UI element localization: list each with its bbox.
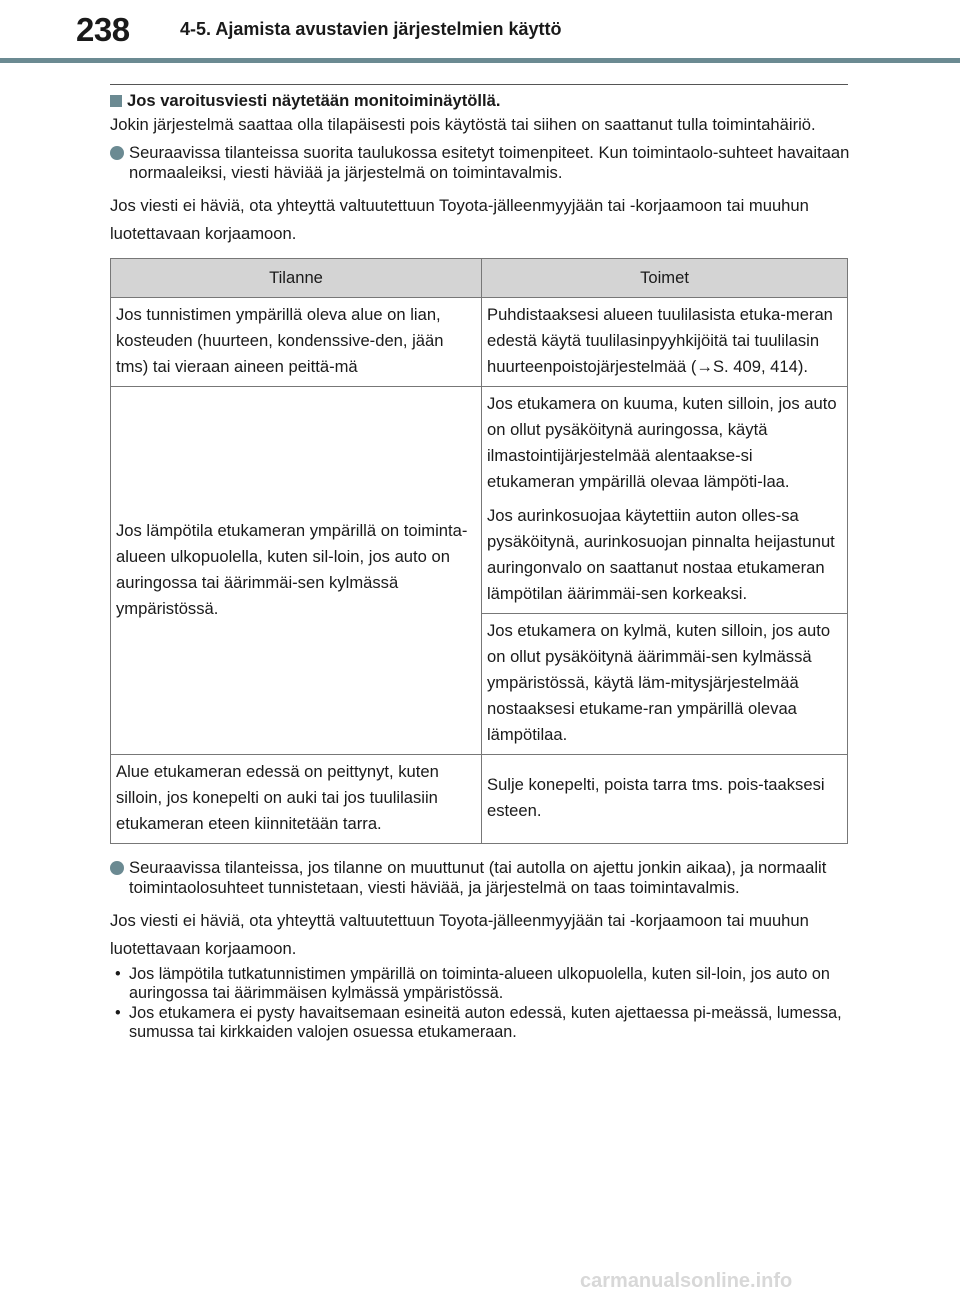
contact-paragraph-2: Jos viesti ei häviä, ota yhteyttä valtuutettuun Toyota-jälleenmyyjään tai -korjaamoon tai muuhun luotettavaan korjaamoon. [110, 911, 809, 958]
square-bullet-icon [110, 95, 122, 107]
table-cell-action [482, 387, 848, 614]
arrow-icon: → [696, 357, 713, 376]
table-cell-action: Sulje konepelti, poista tarra tms. pois-taaksesi esteen. [482, 755, 848, 844]
notes-list [110, 965, 850, 1042]
list-item: • Jos lämpötila tutkatunnistimen ympärillä on toiminta-alueen ulkopuolella, kuten sil-loin, jos auto on auringossa tai äärimmäisen kylmässä ympäristössä. [110, 965, 850, 1003]
table-cell-action: Puhdistaaksesi alueen tuulilasista etuka-meran edestä käytä tuulilasinpyyhkijöitä tai tuulilasin huurteenpoistojärjestelmää (→S. 409, 414). [482, 298, 848, 387]
bullet-paragraph-2: Seuraavissa tilanteissa, jos tilanne on muuttunut (tai autolla on ajettu jonkin aikaa), ja normaalit toimintaolosuhteet tunnistetaan, viesti häviää, ja järjestelmä on taas toimintavalmis. [110, 858, 850, 898]
section-title: 4-5. Ajamista avustavien järjestelmien käyttö [180, 19, 562, 39]
circle-bullet-icon [110, 861, 124, 875]
table-cell-situation: Jos tunnistimen ympärillä oleva alue on lian, kosteuden (huurteen, kondenssive-den, jään tms) tai vieraan aineen peittä-mä [111, 298, 482, 387]
list-item: • Jos etukamera ei pysty havaitsemaan esineitä auton edessä, kuten ajettaessa pi-meässä, lumessa, sumussa tai kirkkaiden valojen osuessa etukameraan. [110, 1004, 850, 1042]
bullet-paragraph-1: Seuraavissa tilanteissa suorita taulukossa esitetyt toimenpiteet. Kun toimintaolo-suhteet havaitaan normaaleiksi, viesti häviää ja järjestelmä on toimintavalmis. [110, 143, 850, 183]
action-hot-camera: Jos etukamera on kuuma, kuten silloin, jos auto on ollut pysäköitynä auringossa, käytä ilmastointijärjestelmää alentaakse-si etukameran ympärillä olevaa lämpöti-laa. [487, 394, 837, 491]
column-header-situation: Tilanne [111, 259, 482, 298]
situation-action-table [110, 258, 848, 844]
page-content [110, 91, 850, 1043]
circle-bullet-icon [110, 146, 124, 160]
table-row [111, 298, 848, 387]
page-reference: S. 409, 414). [712, 357, 809, 376]
section-heading: Jos varoitusviesti näytetään monitoiminäytöllä. [110, 91, 850, 111]
column-header-action: Toimet [482, 259, 848, 298]
action-sunshade: Jos aurinkosuojaa käytettiin auton olles-sa pysäköitynä, aurinkosuojan pinnalta heijastunut auringonvalo on saattanut nostaa etukameran lämpötilan äärimmäi-sen korkeaksi. [487, 506, 835, 603]
table-cell-situation: Jos lämpötila etukameran ympärillä on toiminta-alueen ulkopuolella, kuten sil-loin, jos auto on auringossa tai äärimmäi-sen kylmässä ympäristössä. [111, 387, 482, 755]
content-top-rule [110, 84, 848, 85]
page-number: 238 [76, 11, 130, 48]
watermark: carmanualsonline.info [580, 1270, 793, 1292]
table-cell-situation: Alue etukameran edessä on peittynyt, kuten silloin, jos konepelti on auki tai jos tuulilasiin etukameran eteen kiinnitetään tarra. [111, 755, 482, 844]
contact-paragraph-1: Jos viesti ei häviä, ota yhteyttä valtuutettuun Toyota-jälleenmyyjään tai -korjaamoon tai muuhun luotettavaan korjaamoon. [110, 196, 809, 243]
table-cell-action: Jos etukamera on kylmä, kuten silloin, jos auto on ollut pysäköitynä äärimmäi-sen kylmässä ympäristössä, käytä läm-mitysjärjestelmää nostaaksesi etukame-ran ympärillä olevaa lämpötilaa. [482, 614, 848, 755]
header-rule [0, 58, 960, 63]
table-row [111, 755, 848, 844]
table-header-row [111, 259, 848, 298]
intro-paragraph: Jokin järjestelmä saattaa olla tilapäisesti pois käytöstä tai siihen on saattanut tulla toimintahäiriö. [110, 115, 816, 134]
table-row [111, 387, 848, 614]
